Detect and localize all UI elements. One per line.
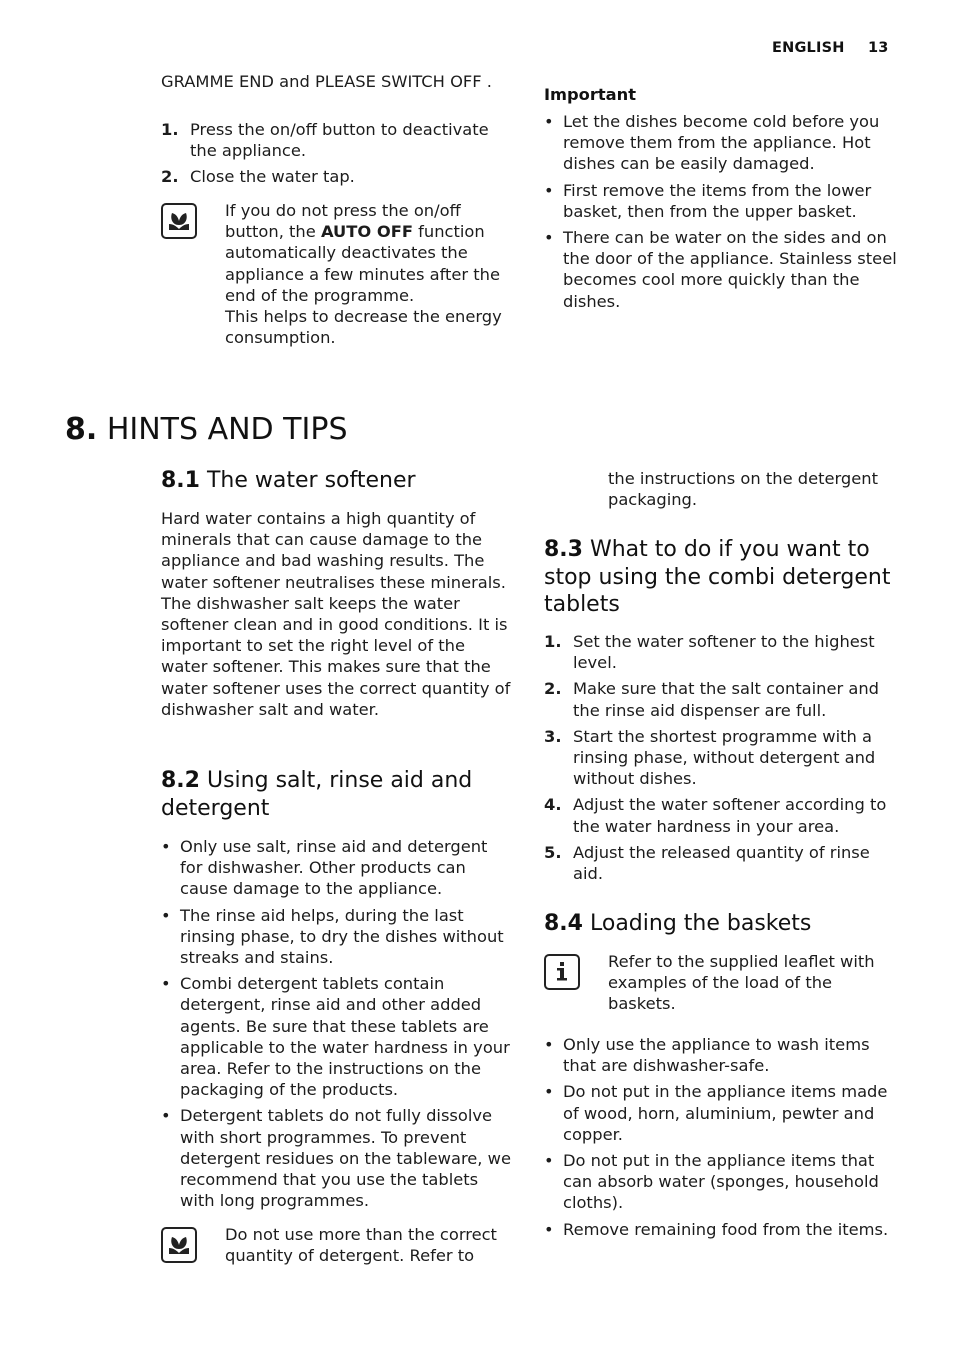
bullet-icon: • xyxy=(544,1219,554,1239)
section-8-4-list xyxy=(544,1034,901,1245)
list-item xyxy=(161,1105,513,1211)
bullet-text: Only use the appliance to wash items that are dishwasher-safe. xyxy=(563,1035,870,1076)
header-language: ENGLISH xyxy=(772,40,845,56)
step-text: Start the shortest programme with a rinsing phase, without detergent and without dishes. xyxy=(573,726,876,789)
important-list xyxy=(544,111,901,317)
bullet-icon: • xyxy=(544,1151,554,1171)
step-text: Adjust the water softener according to the water hardness in your area. xyxy=(573,795,887,836)
list-item xyxy=(544,227,901,312)
section-title: Using salt, rinse aid and detergent xyxy=(161,768,473,821)
step-number: 1. xyxy=(161,120,179,139)
bullet-icon: • xyxy=(161,974,171,994)
section-8-2-list xyxy=(161,836,513,1216)
bullet-text: First remove the items from the lower basket, then from the upper basket. xyxy=(563,180,872,221)
section-number: 8.3 xyxy=(544,537,583,562)
bullet-icon: • xyxy=(544,228,554,248)
paragraph: Hard water contains a high quantity of minerals that can cause damage to the appliance and bad washing results. The water softener neutralises these minerals. xyxy=(161,509,506,592)
step-number: 3. xyxy=(544,726,562,746)
step-text: Press the on/off button to deactivate the appliance. xyxy=(190,120,489,161)
note-text: If you do not press the on/off button, the xyxy=(225,201,461,242)
auto-off-label: AUTO OFF xyxy=(320,222,413,242)
list-item xyxy=(544,1081,901,1145)
list-item xyxy=(544,1150,901,1214)
bullet-icon: • xyxy=(544,112,554,131)
list-item xyxy=(161,119,515,161)
section-8-3-heading xyxy=(544,536,899,619)
list-item xyxy=(544,1219,901,1240)
note-text: This helps to decrease the energy consumption. xyxy=(225,307,502,348)
bullet-text: Do not put in the appliance items that can absorb water (sponges, household cloths). xyxy=(563,1151,879,1213)
step-text: Set the water softener to the highest level. xyxy=(573,632,875,673)
bullet-text: Let the dishes become cold before you remove them from the appliance. Hot dishes can be easily damaged. xyxy=(563,112,880,174)
section-8-2-heading xyxy=(161,767,511,822)
switch-off-steps xyxy=(161,119,515,193)
page-number: 13 xyxy=(868,40,889,56)
chapter-number: 8. xyxy=(65,412,98,447)
bullet-icon: • xyxy=(161,1106,171,1126)
info-note: Refer to the supplied leaflet with examples of the load of the baskets. xyxy=(608,952,875,1014)
bullet-icon: • xyxy=(544,1035,554,1054)
info-icon xyxy=(544,954,580,990)
bullet-text: The rinse aid helps, during the last rinsing phase, to dry the dishes without streaks and stains. xyxy=(180,905,504,968)
step-number: 1. xyxy=(544,632,562,651)
section-number: 8.1 xyxy=(161,468,200,493)
bullet-text: Detergent tablets do not fully dissolve with short programmes. To prevent detergent residues on the tableware, we recommend that you use the tablets with long programmes. xyxy=(180,1106,511,1211)
section-title: What to do if you want to stop using the combi detergent tablets xyxy=(544,537,891,617)
list-item xyxy=(544,111,901,175)
list-item xyxy=(544,842,901,884)
bullet-icon: • xyxy=(161,837,171,856)
note-text: function automatically deactivates the appliance a few minutes after the end of the programme. xyxy=(225,222,501,305)
bullet-icon: • xyxy=(544,180,554,200)
detergent-note-continued: the instructions on the detergent packaging. xyxy=(608,469,878,510)
list-item xyxy=(161,905,513,969)
section-title: Loading the baskets xyxy=(589,911,812,936)
bullet-text: Do not put in the appliance items made of wood, horn, aluminium, pewter and copper. xyxy=(563,1082,888,1144)
step-number: 5. xyxy=(544,842,562,862)
list-item xyxy=(161,836,513,900)
section-number: 8.2 xyxy=(161,768,200,793)
list-item xyxy=(544,726,901,790)
eco-leaf-icon xyxy=(161,203,197,239)
step-text: Close the water tap. xyxy=(190,167,355,187)
bullet-icon: • xyxy=(161,905,171,925)
bullet-text: Only use salt, rinse aid and detergent for dishwasher. Other products can cause damage to the appliance. xyxy=(180,837,488,899)
section-8-1-heading xyxy=(161,467,511,495)
bullet-text: There can be water on the sides and on the door of the appliance. Stainless steel becomes cool more quickly than the dishes. xyxy=(563,228,897,311)
eco-leaf-icon xyxy=(161,1227,197,1263)
step-text: Make sure that the salt container and the rinse aid dispenser are full. xyxy=(573,679,880,720)
list-item xyxy=(544,678,901,720)
list-item xyxy=(161,166,515,187)
chapter-title: HINTS AND TIPS xyxy=(106,412,348,447)
section-8-4-heading xyxy=(544,910,899,938)
list-item xyxy=(544,180,901,222)
step-number: 4. xyxy=(544,795,562,815)
auto-off-note xyxy=(225,200,515,348)
important-label: Important xyxy=(544,85,637,104)
list-item xyxy=(161,973,513,1100)
bullet-text: Combi detergent tablets contain detergent, rinse aid and other added agents. Be sure that these tablets are applicable to the water hardness in your area. Refer to the instructions on the packaging of the products. xyxy=(180,974,510,1100)
section-8-1-body xyxy=(161,508,511,720)
step-text: Adjust the released quantity of rinse aid. xyxy=(573,842,870,884)
step-number: 2. xyxy=(544,679,562,699)
list-item xyxy=(544,631,901,673)
bullet-text: Remove remaining food from the items. xyxy=(563,1219,889,1239)
section-8-3-steps xyxy=(544,631,901,889)
section-title: The water softener xyxy=(206,468,416,493)
continued-text: GRAMME END and PLEASE SWITCH OFF . xyxy=(161,72,492,91)
list-item xyxy=(544,794,901,836)
bullet-icon: • xyxy=(544,1082,554,1102)
section-number: 8.4 xyxy=(544,911,583,936)
list-item xyxy=(544,1034,901,1076)
paragraph: The dishwasher salt keeps the water softener clean and in good conditions. It is important to set the right level of the water softener. This makes sure that the water softener uses the correct quantity of dishwasher salt and water. xyxy=(161,593,511,719)
chapter-heading xyxy=(65,412,348,448)
detergent-note: Do not use more than the correct quantity of detergent. Refer to xyxy=(225,1225,497,1266)
step-number: 2. xyxy=(161,167,179,187)
